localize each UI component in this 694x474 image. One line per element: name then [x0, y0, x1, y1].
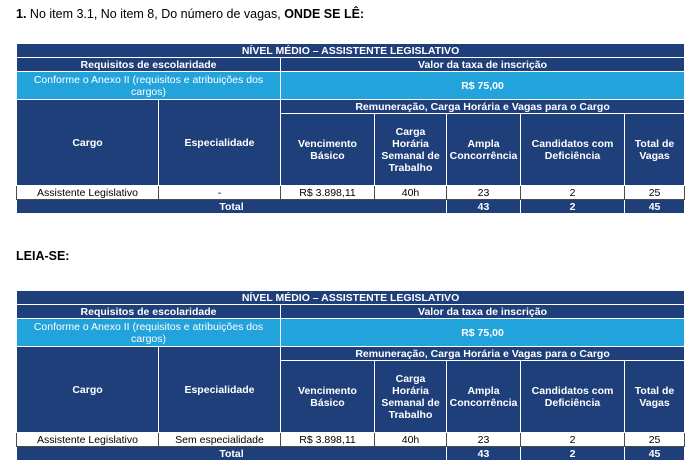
- fee-value: R$ 75,00: [281, 72, 685, 100]
- total-vagas: 45: [625, 200, 685, 214]
- col-especialidade: Especialidade: [159, 347, 281, 433]
- requirements-header: Requisitos de escolaridade: [17, 305, 281, 319]
- col-deficiencia: Candidatos com Deficiência: [521, 114, 625, 186]
- total-ampla: 43: [447, 447, 521, 461]
- cell-carga: 40h: [375, 433, 447, 447]
- total-label: Total: [17, 447, 447, 461]
- cell-total: 25: [625, 186, 685, 200]
- cell-especialidade: Sem especialidade: [159, 433, 281, 447]
- fee-value: R$ 75,00: [281, 319, 685, 347]
- col-especialidade: Especialidade: [159, 100, 281, 186]
- col-total-vagas: Total de Vagas: [625, 361, 685, 433]
- group-header: Remuneração, Carga Horária e Vagas para o Cargo: [281, 100, 685, 114]
- table-row: [17, 186, 685, 200]
- cell-especialidade: -: [159, 186, 281, 200]
- cell-total: 25: [625, 433, 685, 447]
- total-deficiencia: 2: [521, 200, 625, 214]
- col-total-vagas: Total de Vagas: [625, 114, 685, 186]
- cell-ampla: 23: [447, 433, 521, 447]
- leia-se-heading: LEIA-SE:: [16, 249, 70, 263]
- intro-number: 1.: [16, 7, 27, 21]
- total-ampla: 43: [447, 200, 521, 214]
- fee-header: Valor da taxa de inscrição: [281, 58, 685, 72]
- requirements-value: Conforme o Anexo II (requisitos e atribuições dos cargos): [17, 72, 281, 100]
- col-carga-horaria: Carga Horária Semanal de Trabalho: [375, 114, 447, 186]
- cell-ampla: 23: [447, 186, 521, 200]
- group-header: Remuneração, Carga Horária e Vagas para o Cargo: [281, 347, 685, 361]
- cell-vencimento: R$ 3.898,11: [281, 186, 375, 200]
- col-carga-horaria: Carga Horária Semanal de Trabalho: [375, 361, 447, 433]
- col-cargo: Cargo: [17, 347, 159, 433]
- cell-deficiencia: 2: [521, 433, 625, 447]
- cell-vencimento: R$ 3.898,11: [281, 433, 375, 447]
- col-vencimento: Vencimento Básico: [281, 114, 375, 186]
- col-ampla-concorrencia: Ampla Concorrência: [447, 361, 521, 433]
- vacancy-table-onde-se-le: [16, 43, 685, 214]
- col-vencimento: Vencimento Básico: [281, 361, 375, 433]
- cell-cargo: Assistente Legislativo: [17, 186, 159, 200]
- total-row: [17, 447, 685, 461]
- vacancy-table-leia-se: [16, 290, 685, 461]
- total-vagas: 45: [625, 447, 685, 461]
- intro-text: No item 3.1, No item 8, Do número de vagas,: [26, 7, 285, 21]
- table-title: NÍVEL MÉDIO – ASSISTENTE LEGISLATIVO: [17, 44, 685, 58]
- table-row: [17, 433, 685, 447]
- requirements-value: Conforme o Anexo II (requisitos e atribuições dos cargos): [17, 319, 281, 347]
- requirements-header: Requisitos de escolaridade: [17, 58, 281, 72]
- cell-carga: 40h: [375, 186, 447, 200]
- col-ampla-concorrencia: Ampla Concorrência: [447, 114, 521, 186]
- fee-header: Valor da taxa de inscrição: [281, 305, 685, 319]
- col-cargo: Cargo: [17, 100, 159, 186]
- intro-heading: [16, 6, 364, 22]
- cell-cargo: Assistente Legislativo: [17, 433, 159, 447]
- col-deficiencia: Candidatos com Deficiência: [521, 361, 625, 433]
- total-row: [17, 200, 685, 214]
- total-label: Total: [17, 200, 447, 214]
- table-title: NÍVEL MÉDIO – ASSISTENTE LEGISLATIVO: [17, 291, 685, 305]
- intro-bold: ONDE SE LÊ:: [284, 7, 365, 21]
- cell-deficiencia: 2: [521, 186, 625, 200]
- total-deficiencia: 2: [521, 447, 625, 461]
